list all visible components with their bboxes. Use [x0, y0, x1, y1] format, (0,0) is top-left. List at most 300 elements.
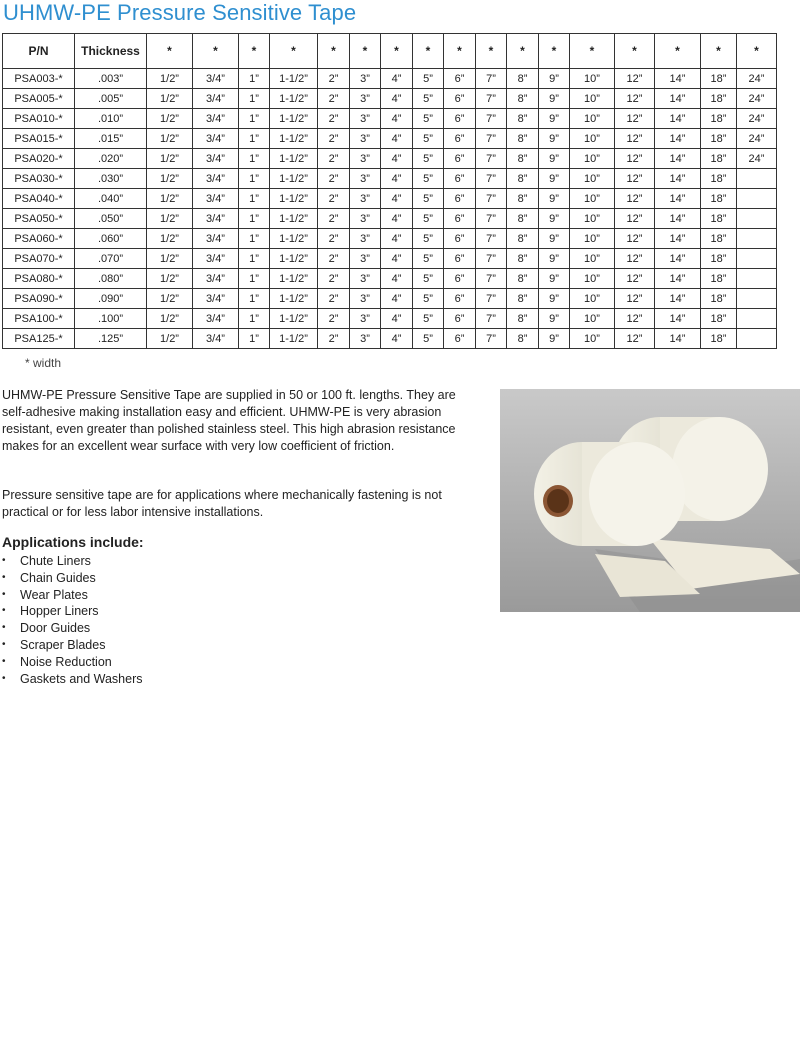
cell-width: 7” — [476, 109, 507, 129]
cell-thickness: .015” — [75, 129, 147, 149]
cell-width: 1” — [239, 209, 270, 229]
cell-width: 1/2” — [147, 229, 193, 249]
application-label: Wear Plates — [20, 587, 88, 602]
cell-width: 3” — [350, 269, 381, 289]
cell-width: 12” — [615, 289, 655, 309]
table-row — [3, 109, 777, 129]
cell-thickness: .090” — [75, 289, 147, 309]
bullet-icon: • — [2, 605, 6, 617]
cell-width: 1-1/2” — [270, 129, 318, 149]
cell-width: 2” — [318, 269, 350, 289]
cell-width: 24” — [737, 149, 777, 169]
cell-width: 1/2” — [147, 209, 193, 229]
cell-width: 1/2” — [147, 329, 193, 349]
cell-width: 7” — [476, 289, 507, 309]
cell-width: 3/4” — [193, 249, 239, 269]
cell-width: 1-1/2” — [270, 149, 318, 169]
cell-width: 9” — [539, 249, 570, 269]
cell-width: 3/4” — [193, 269, 239, 289]
header-width-marker: * — [318, 34, 350, 69]
bullet-icon: • — [2, 638, 6, 650]
cell-width: 6” — [444, 89, 476, 109]
cell-width: 3” — [350, 169, 381, 189]
header-width-marker: * — [539, 34, 570, 69]
cell-width: 1” — [239, 189, 270, 209]
application-label: Hopper Liners — [20, 604, 99, 619]
cell-width: 5” — [413, 109, 444, 129]
cell-width: 2” — [318, 209, 350, 229]
header-width-marker: * — [615, 34, 655, 69]
cell-width: 1/2” — [147, 169, 193, 189]
cell-width: 1” — [239, 309, 270, 329]
cell-thickness: .050” — [75, 209, 147, 229]
cell-width: 5” — [413, 129, 444, 149]
cell-width: 1” — [239, 69, 270, 89]
cell-width: 4” — [381, 169, 413, 189]
cell-width: 9” — [539, 109, 570, 129]
cell-width: 10” — [570, 229, 615, 249]
cell-width: 1” — [239, 229, 270, 249]
cell-thickness: .030” — [75, 169, 147, 189]
cell-width: 3” — [350, 309, 381, 329]
table-row — [3, 229, 777, 249]
cell-width: 7” — [476, 249, 507, 269]
cell-width: 3/4” — [193, 129, 239, 149]
cell-width: 9” — [539, 169, 570, 189]
cell-width: 7” — [476, 229, 507, 249]
cell-width: 2” — [318, 329, 350, 349]
cell-width: 1/2” — [147, 309, 193, 329]
cell-width: 4” — [381, 129, 413, 149]
cell-part-number: PSA090-* — [3, 289, 75, 309]
cell-width: 14” — [655, 89, 701, 109]
tape-rolls-image — [500, 389, 800, 612]
header-part-number: P/N — [3, 34, 75, 69]
cell-width: 18” — [701, 89, 737, 109]
application-label: Gaskets and Washers — [20, 671, 143, 686]
cell-width — [737, 169, 777, 189]
cell-width: 3/4” — [193, 169, 239, 189]
table-row — [3, 289, 777, 309]
cell-width: 1/2” — [147, 149, 193, 169]
cell-width: 9” — [539, 129, 570, 149]
cell-width: 1” — [239, 89, 270, 109]
cell-width: 7” — [476, 169, 507, 189]
cell-width: 1” — [239, 169, 270, 189]
cell-width: 14” — [655, 329, 701, 349]
cell-width: 7” — [476, 209, 507, 229]
cell-width: 1-1/2” — [270, 209, 318, 229]
application-label: Noise Reduction — [20, 654, 112, 669]
cell-width: 1-1/2” — [270, 329, 318, 349]
cell-part-number: PSA010-* — [3, 109, 75, 129]
cell-width: 4” — [381, 69, 413, 89]
cell-width: 3/4” — [193, 109, 239, 129]
cell-width: 6” — [444, 269, 476, 289]
table-row — [3, 149, 777, 169]
list-item — [2, 671, 143, 688]
cell-width: 5” — [413, 249, 444, 269]
cell-width: 9” — [539, 309, 570, 329]
cell-width: 2” — [318, 129, 350, 149]
cell-thickness: .040” — [75, 189, 147, 209]
cell-width: 5” — [413, 209, 444, 229]
cell-width: 12” — [615, 69, 655, 89]
cell-width: 9” — [539, 189, 570, 209]
cell-width: 9” — [539, 69, 570, 89]
cell-thickness: .020” — [75, 149, 147, 169]
cell-width — [737, 189, 777, 209]
cell-width — [737, 329, 777, 349]
list-item — [2, 553, 143, 570]
cell-width: 4” — [381, 309, 413, 329]
cell-width: 9” — [539, 149, 570, 169]
cell-width: 7” — [476, 329, 507, 349]
cell-width — [737, 209, 777, 229]
cell-width: 9” — [539, 89, 570, 109]
cell-width: 14” — [655, 189, 701, 209]
cell-thickness: .005” — [75, 89, 147, 109]
cell-width: 3” — [350, 129, 381, 149]
cell-width: 4” — [381, 329, 413, 349]
cell-width: 10” — [570, 109, 615, 129]
cell-width: 10” — [570, 269, 615, 289]
cell-width: 10” — [570, 309, 615, 329]
specs-table — [2, 33, 777, 349]
cell-width: 10” — [570, 69, 615, 89]
header-width-marker: * — [655, 34, 701, 69]
cell-width: 6” — [444, 129, 476, 149]
cell-width: 1-1/2” — [270, 229, 318, 249]
cell-width: 5” — [413, 289, 444, 309]
cell-width: 1” — [239, 329, 270, 349]
cell-width: 18” — [701, 189, 737, 209]
cell-width: 8” — [507, 329, 539, 349]
cell-width: 7” — [476, 309, 507, 329]
cell-width: 1” — [239, 129, 270, 149]
cell-width: 10” — [570, 249, 615, 269]
cell-thickness: .003” — [75, 69, 147, 89]
cell-width: 24” — [737, 129, 777, 149]
cell-width: 18” — [701, 69, 737, 89]
cell-part-number: PSA040-* — [3, 189, 75, 209]
cell-width: 8” — [507, 109, 539, 129]
cell-width: 1-1/2” — [270, 69, 318, 89]
cell-width: 3” — [350, 229, 381, 249]
cell-part-number: PSA020-* — [3, 149, 75, 169]
cell-width: 4” — [381, 149, 413, 169]
cell-width: 14” — [655, 129, 701, 149]
cell-width: 12” — [615, 169, 655, 189]
cell-width: 5” — [413, 89, 444, 109]
applications-heading: Applications include: — [2, 534, 144, 550]
cell-width: 5” — [413, 229, 444, 249]
table-body — [3, 69, 777, 349]
cell-width: 1-1/2” — [270, 169, 318, 189]
table-row — [3, 189, 777, 209]
cell-width: 14” — [655, 109, 701, 129]
cell-width: 10” — [570, 189, 615, 209]
cell-part-number: PSA003-* — [3, 69, 75, 89]
bullet-icon: • — [2, 672, 6, 684]
table-row — [3, 329, 777, 349]
cell-width: 8” — [507, 189, 539, 209]
cell-width: 3” — [350, 69, 381, 89]
cell-width: 1-1/2” — [270, 189, 318, 209]
cell-width: 7” — [476, 269, 507, 289]
bullet-icon: • — [2, 588, 6, 600]
header-width-marker: * — [239, 34, 270, 69]
cell-width: 2” — [318, 189, 350, 209]
cell-width: 9” — [539, 229, 570, 249]
cell-width: 9” — [539, 289, 570, 309]
cell-width: 18” — [701, 329, 737, 349]
cell-width: 14” — [655, 249, 701, 269]
description-paragraph-1: UHMW-PE Pressure Sensitive Tape are supplied in 50 or 100 ft. lengths. They are self-adhesive making installation easy and efficient. UHMW-PE is very abrasion resistant, even greater than polished stainless steel. This high abrasion resistance makes for an excellent wear surface with very low coefficient of friction. — [2, 388, 456, 453]
cell-width: 14” — [655, 169, 701, 189]
cell-width: 12” — [615, 269, 655, 289]
cell-thickness: .060” — [75, 229, 147, 249]
cell-width: 12” — [615, 329, 655, 349]
cell-width — [737, 269, 777, 289]
cell-thickness: .080” — [75, 269, 147, 289]
header-width-marker: * — [193, 34, 239, 69]
cell-width: 10” — [570, 329, 615, 349]
cell-width: 1/2” — [147, 269, 193, 289]
cell-width: 8” — [507, 289, 539, 309]
cell-width: 18” — [701, 109, 737, 129]
cell-width: 5” — [413, 149, 444, 169]
cell-width: 6” — [444, 109, 476, 129]
table-row — [3, 309, 777, 329]
header-width-marker: * — [570, 34, 615, 69]
header-width-marker: * — [147, 34, 193, 69]
cell-width: 6” — [444, 229, 476, 249]
cell-width: 3” — [350, 109, 381, 129]
cell-width: 5” — [413, 189, 444, 209]
cell-width: 4” — [381, 249, 413, 269]
cell-width: 1/2” — [147, 109, 193, 129]
cell-width: 10” — [570, 209, 615, 229]
list-item — [2, 587, 143, 604]
cell-width: 6” — [444, 169, 476, 189]
cell-width: 1/2” — [147, 289, 193, 309]
cell-width: 6” — [444, 249, 476, 269]
cell-width: 4” — [381, 189, 413, 209]
list-item — [2, 620, 143, 637]
cell-width: 3/4” — [193, 289, 239, 309]
cell-width: 6” — [444, 189, 476, 209]
cell-width: 2” — [318, 149, 350, 169]
cell-part-number: PSA080-* — [3, 269, 75, 289]
cell-width: 1-1/2” — [270, 309, 318, 329]
cell-width: 2” — [318, 289, 350, 309]
applications-list — [2, 553, 143, 687]
cell-width: 1” — [239, 249, 270, 269]
header-width-marker: * — [701, 34, 737, 69]
cell-width: 14” — [655, 269, 701, 289]
cell-width: 3” — [350, 89, 381, 109]
cell-width: 14” — [655, 69, 701, 89]
cell-width: 1/2” — [147, 189, 193, 209]
cell-width: 5” — [413, 329, 444, 349]
cell-width: 10” — [570, 169, 615, 189]
cell-width: 8” — [507, 249, 539, 269]
table-header-row — [3, 34, 777, 69]
cell-width: 14” — [655, 229, 701, 249]
cell-width: 6” — [444, 149, 476, 169]
cell-width: 4” — [381, 289, 413, 309]
cell-width: 3/4” — [193, 209, 239, 229]
cell-part-number: PSA070-* — [3, 249, 75, 269]
cell-part-number: PSA050-* — [3, 209, 75, 229]
table-row — [3, 69, 777, 89]
cell-width: 18” — [701, 209, 737, 229]
cell-width: 24” — [737, 89, 777, 109]
bullet-icon: • — [2, 555, 6, 566]
list-item — [2, 654, 143, 671]
bullet-icon: • — [2, 622, 6, 634]
table-row — [3, 169, 777, 189]
cell-width: 12” — [615, 229, 655, 249]
cell-width: 4” — [381, 109, 413, 129]
cell-width: 3/4” — [193, 189, 239, 209]
cell-width: 3/4” — [193, 329, 239, 349]
cell-width: 3/4” — [193, 89, 239, 109]
cell-width: 1-1/2” — [270, 249, 318, 269]
cell-width: 24” — [737, 109, 777, 129]
header-width-marker: * — [737, 34, 777, 69]
cell-width — [737, 309, 777, 329]
table-row — [3, 209, 777, 229]
cell-width: 18” — [701, 229, 737, 249]
cell-thickness: .125” — [75, 329, 147, 349]
cell-width: 4” — [381, 209, 413, 229]
cell-width: 14” — [655, 149, 701, 169]
cell-width: 5” — [413, 309, 444, 329]
cell-width: 1” — [239, 269, 270, 289]
cell-width: 8” — [507, 269, 539, 289]
table-row — [3, 269, 777, 289]
cell-width: 8” — [507, 169, 539, 189]
cell-part-number: PSA060-* — [3, 229, 75, 249]
cell-part-number: PSA100-* — [3, 309, 75, 329]
table-footnote: * width — [25, 356, 62, 370]
cell-part-number: PSA005-* — [3, 89, 75, 109]
cell-width: 10” — [570, 89, 615, 109]
cell-width: 18” — [701, 169, 737, 189]
cell-width: 5” — [413, 69, 444, 89]
header-width-marker: * — [444, 34, 476, 69]
cell-width: 8” — [507, 309, 539, 329]
cell-part-number: PSA125-* — [3, 329, 75, 349]
cell-width: 1/2” — [147, 89, 193, 109]
list-item — [2, 570, 143, 587]
list-item — [2, 603, 143, 620]
cell-width: 12” — [615, 209, 655, 229]
cell-width: 3” — [350, 149, 381, 169]
cell-width: 3” — [350, 209, 381, 229]
cell-width: 9” — [539, 209, 570, 229]
cell-width — [737, 229, 777, 249]
cell-part-number: PSA015-* — [3, 129, 75, 149]
cell-width: 8” — [507, 149, 539, 169]
cell-width: 10” — [570, 129, 615, 149]
cell-width: 14” — [655, 289, 701, 309]
cell-width: 8” — [507, 209, 539, 229]
cell-thickness: .070” — [75, 249, 147, 269]
cell-width: 3” — [350, 249, 381, 269]
header-width-marker: * — [350, 34, 381, 69]
cell-width: 1/2” — [147, 249, 193, 269]
cell-width: 1-1/2” — [270, 89, 318, 109]
cell-thickness: .100” — [75, 309, 147, 329]
header-width-marker: * — [270, 34, 318, 69]
cell-width: 14” — [655, 209, 701, 229]
product-photo — [500, 389, 800, 612]
cell-width: 24” — [737, 69, 777, 89]
cell-width: 3” — [350, 189, 381, 209]
table-row — [3, 89, 777, 109]
cell-width: 3/4” — [193, 149, 239, 169]
cell-width: 4” — [381, 229, 413, 249]
cell-part-number: PSA030-* — [3, 169, 75, 189]
cell-width — [737, 289, 777, 309]
cell-thickness: .010” — [75, 109, 147, 129]
cell-width: 2” — [318, 309, 350, 329]
cell-width: 1/2” — [147, 129, 193, 149]
cell-width: 12” — [615, 89, 655, 109]
cell-width: 10” — [570, 289, 615, 309]
cell-width: 5” — [413, 269, 444, 289]
application-label: Door Guides — [20, 621, 91, 636]
header-width-marker: * — [381, 34, 413, 69]
cell-width: 12” — [615, 149, 655, 169]
cell-width: 18” — [701, 289, 737, 309]
cell-width — [737, 249, 777, 269]
cell-width: 1/2” — [147, 69, 193, 89]
cell-width: 12” — [615, 189, 655, 209]
page-title: UHMW-PE Pressure Sensitive Tape — [3, 0, 357, 25]
cell-width: 1-1/2” — [270, 289, 318, 309]
header-width-marker: * — [507, 34, 539, 69]
cell-width: 12” — [615, 129, 655, 149]
cell-width: 2” — [318, 69, 350, 89]
cell-width: 7” — [476, 89, 507, 109]
header-thickness: Thickness — [75, 34, 147, 69]
cell-width: 6” — [444, 209, 476, 229]
cell-width: 18” — [701, 129, 737, 149]
cell-width: 8” — [507, 129, 539, 149]
cell-width: 10” — [570, 149, 615, 169]
header-width-marker: * — [476, 34, 507, 69]
cell-width: 8” — [507, 89, 539, 109]
cell-width: 2” — [318, 169, 350, 189]
cell-width: 12” — [615, 109, 655, 129]
cell-width: 6” — [444, 69, 476, 89]
cell-width: 4” — [381, 89, 413, 109]
application-label: Chain Guides — [20, 570, 96, 585]
cell-width: 7” — [476, 189, 507, 209]
bullet-icon: • — [2, 655, 6, 667]
cell-width: 8” — [507, 69, 539, 89]
table-row — [3, 249, 777, 269]
cell-width: 7” — [476, 129, 507, 149]
cell-width: 3” — [350, 329, 381, 349]
cell-width: 7” — [476, 149, 507, 169]
cell-width: 2” — [318, 249, 350, 269]
cell-width: 2” — [318, 109, 350, 129]
